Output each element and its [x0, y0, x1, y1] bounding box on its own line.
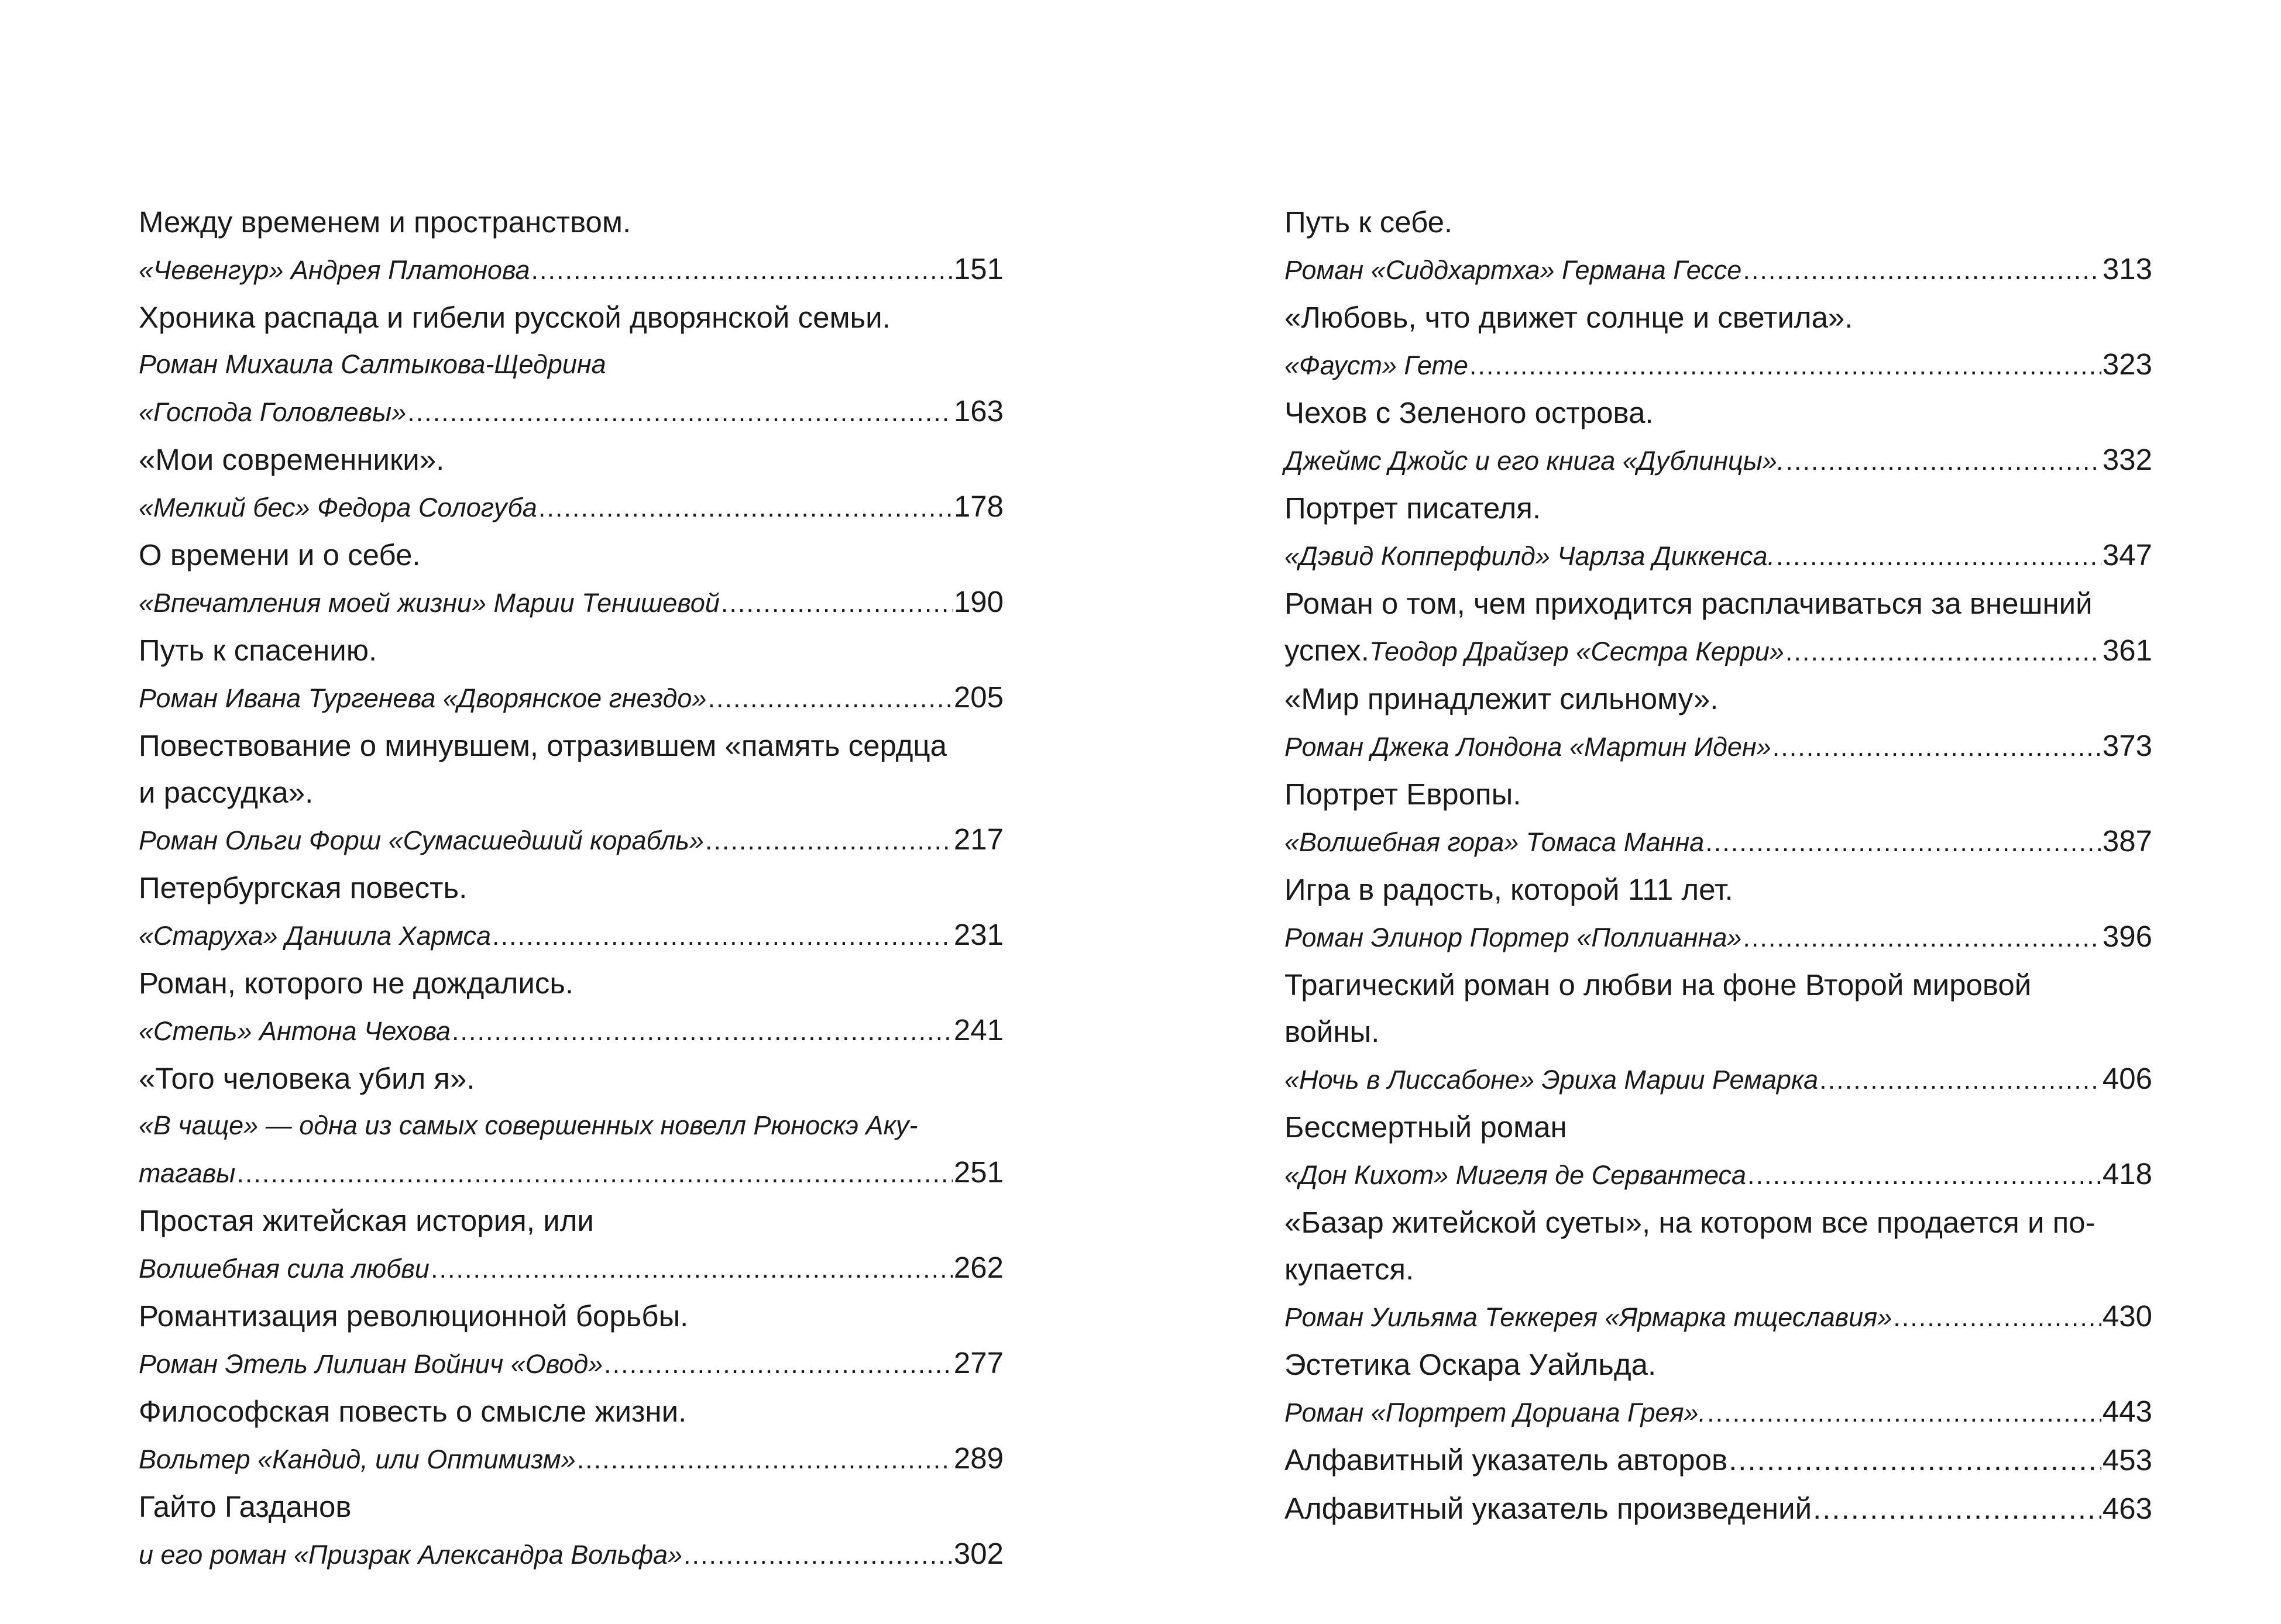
- page-number: 361: [2102, 634, 2152, 667]
- dot-leader: [431, 1245, 953, 1292]
- entry-work-title: Роман Ольги Форш «Сумасшедший корабль»: [139, 825, 704, 855]
- entry-work-title: Волшебная сила любви: [139, 1254, 430, 1284]
- entry-work-title: «Волшебная гора» Томаса Манна: [1284, 827, 1705, 857]
- entry-work-title: Теодор Драйзер «Сестра Керри»: [1369, 636, 1784, 666]
- page-number: 251: [953, 1155, 1004, 1189]
- entry-work-title: «Дэвид Копперфилд» Чарлза Диккенса.: [1284, 541, 1775, 571]
- entry-work-title: Алфавитный указатель авторов: [1284, 1443, 1728, 1477]
- entry-title-line: Чехов с Зеленого острова.: [1284, 396, 1654, 429]
- entry-leader-line: [1284, 532, 2152, 579]
- entry-work-title: «Мелкий бес» Федора Сологуба: [139, 493, 537, 522]
- page-number: 262: [953, 1251, 1004, 1284]
- page-number: 430: [2102, 1299, 2152, 1333]
- entry-title-line: Бессмертный роман: [1284, 1110, 1567, 1144]
- entry-title-line: Повествование о минувшем, отразившем «память сердца: [139, 729, 947, 762]
- dot-leader: [1469, 342, 2101, 389]
- page-number: 277: [953, 1346, 1004, 1379]
- dot-leader: [1743, 914, 2101, 961]
- entry-leader-line: [139, 1007, 1004, 1054]
- dot-leader: [1776, 533, 2101, 580]
- entry-work-title: Вольтер «Кандид, или Оптимизм»: [139, 1444, 576, 1474]
- dot-leader: [1743, 247, 2101, 294]
- entry-title-line: «Базар житейской суеты», на котором все продается и по-: [1284, 1206, 2096, 1239]
- dot-leader: [1813, 1485, 2101, 1532]
- entry-leader-line: [1284, 436, 2152, 483]
- entry-work-title: Роман «Сиддхартха» Германа Гессе: [1284, 255, 1742, 285]
- entry-work-title: «Степь» Антона Чехова: [139, 1016, 451, 1046]
- entry-title-line: Петербургская повесть.: [139, 871, 468, 904]
- page-number: 163: [953, 394, 1004, 428]
- entry-work-title: «Фауст» Гете: [1284, 350, 1468, 380]
- entry-leader-line: [1284, 1437, 2152, 1484]
- entry-title-line: «Мир принадлежит сильному».: [1284, 682, 1719, 715]
- entry-work-title: Роман Этель Лилиан Войнич «Овод»: [139, 1349, 603, 1379]
- entry-title-line: Между временем и пространством.: [139, 205, 631, 239]
- entry-work-title: «Старуха» Даниила Хармса: [139, 921, 491, 951]
- dot-leader: [1785, 628, 2101, 675]
- entry-leader-line: [139, 579, 1004, 625]
- page-number: 190: [953, 585, 1004, 618]
- dot-leader: [721, 580, 953, 627]
- dot-leader: [531, 247, 952, 294]
- entry-leader-line: [139, 1530, 1004, 1577]
- page-number: 178: [953, 490, 1004, 523]
- dot-leader: [705, 817, 953, 864]
- entry-leader-line: [1284, 913, 2152, 960]
- entry-leader-line: [1284, 627, 2152, 674]
- dot-leader: [683, 1532, 953, 1578]
- dot-leader: [492, 913, 953, 959]
- entry-leader-line: [139, 1340, 1004, 1386]
- entry-title-line: Философская повесть о смысле жизни.: [139, 1395, 687, 1428]
- entry-title-line: «Того человека убил я».: [139, 1062, 475, 1095]
- page-number: 443: [2102, 1395, 2152, 1428]
- entry-title-line: Игра в радость, которой 111 лет.: [1284, 873, 1733, 906]
- entry-work-title: Роман Ивана Тургенева «Дворянское гнездо»: [139, 683, 707, 713]
- entry-title-line: Хроника распада и гибели русской дворянской семьи.: [139, 301, 891, 334]
- dot-leader: [1893, 1294, 2101, 1341]
- page-number: 313: [2102, 252, 2152, 285]
- dot-leader: [452, 1008, 953, 1055]
- page-number: 463: [2102, 1492, 2152, 1525]
- entry-leader-line: [1284, 818, 2152, 865]
- entry-title-line: Эстетика Оскара Уайльда.: [1284, 1348, 1657, 1381]
- page-number: 396: [2102, 920, 2152, 953]
- entry-title-line: Путь к себе.: [1284, 205, 1453, 239]
- page-number: 387: [2102, 824, 2152, 858]
- dot-leader: [407, 389, 953, 436]
- entry-work-title: Роман Элинор Портер «Поллианна»: [1284, 923, 1742, 952]
- entry-leader-line: [1284, 1151, 2152, 1198]
- entry-leader-line: [1284, 1485, 2152, 1532]
- dot-leader: [1785, 438, 2101, 484]
- page-number: 289: [953, 1441, 1004, 1475]
- dot-leader: [1705, 819, 2101, 866]
- dot-leader: [236, 1150, 953, 1197]
- entry-title-line: Гайто Газданов: [139, 1490, 352, 1523]
- entry-leader-line: [139, 911, 1004, 958]
- entry-leader-line: [1284, 1055, 2152, 1102]
- entry-leader-line: [139, 1149, 1004, 1196]
- toc-left-column: [139, 0, 1004, 1624]
- entry-title-line: Роман о том, чем приходится расплачиваться за внешний: [1284, 587, 2093, 620]
- entry-title-line: Портрет писателя.: [1284, 491, 1541, 525]
- dot-leader: [604, 1341, 953, 1388]
- entry-title-line: Простая житейская история, или: [139, 1204, 594, 1237]
- page-number: 231: [953, 918, 1004, 951]
- toc-right-column: [1284, 0, 2152, 1624]
- dot-leader: [577, 1436, 953, 1483]
- page-number: 347: [2102, 538, 2152, 572]
- page-number: 241: [953, 1013, 1004, 1047]
- entry-work-title: тагавы: [139, 1158, 236, 1188]
- entry-work-title: Роман «Портрет Дориана Грея».: [1284, 1398, 1706, 1427]
- entry-leader-line: [1284, 1293, 2152, 1340]
- entry-leader-prefix: успех.: [1284, 634, 1369, 667]
- entry-title-line: Путь к спасению.: [139, 634, 377, 667]
- entry-work-title: «Господа Головлевы»: [139, 397, 407, 427]
- entry-leader-line: [139, 246, 1004, 293]
- entry-leader-line: [139, 1244, 1004, 1291]
- page-number: 406: [2102, 1062, 2152, 1095]
- page-number: 151: [953, 252, 1004, 285]
- entry-subtitle-line: «В чаще» — одна из самых совершенных новелл Рюноскэ Аку-: [139, 1110, 918, 1140]
- entry-leader-line: [139, 674, 1004, 721]
- entry-title-line: «Мои современники».: [139, 443, 445, 476]
- page-number: 323: [2102, 347, 2152, 381]
- page-number: 302: [953, 1537, 1004, 1570]
- page-number: 332: [2102, 443, 2152, 476]
- dot-leader: [1747, 1152, 2101, 1199]
- entry-title-line: «Любовь, что движет солнце и светила».: [1284, 301, 1853, 334]
- page-number: 217: [953, 823, 1004, 856]
- page-number: 453: [2102, 1443, 2152, 1477]
- entry-subtitle-line: Роман Михаила Салтыкова-Щедрина: [139, 349, 606, 379]
- entry-work-title: Джеймс Джойс и его книга «Дублинцы».: [1284, 446, 1785, 476]
- entry-leader-line: [139, 1435, 1004, 1482]
- entry-leader-line: [1284, 246, 2152, 293]
- entry-work-title: «Впечатления моей жизни» Марии Тенишевой: [139, 588, 720, 618]
- entry-leader-line: [139, 388, 1004, 435]
- page-number: 373: [2102, 729, 2152, 762]
- entry-leader-line: [1284, 341, 2152, 388]
- entry-work-title: «Ночь в Лиссабоне» Эриха Марии Ремарка: [1284, 1065, 1819, 1095]
- entry-leader-line: [139, 816, 1004, 863]
- entry-title-line: Романтизация революционной борьбы.: [139, 1299, 689, 1333]
- entry-leader-line: [1284, 1388, 2152, 1435]
- entry-title-line: Портрет Европы.: [1284, 777, 1521, 811]
- entry-work-title: и его роман «Призрак Александра Вольфа»: [139, 1540, 683, 1570]
- dot-leader: [538, 484, 953, 531]
- entry-title-line: и рассудка».: [139, 776, 314, 809]
- dot-leader: [1772, 724, 2101, 770]
- dot-leader: [1819, 1057, 2101, 1103]
- entry-work-title: «Дон Кихот» Мигеля де Сервантеса: [1284, 1160, 1747, 1190]
- entry-leader-line: [139, 483, 1004, 530]
- page-number: 418: [2102, 1157, 2152, 1191]
- page-number: 205: [953, 680, 1004, 714]
- entry-title-line: войны.: [1284, 1015, 1380, 1048]
- dot-leader: [1707, 1389, 2101, 1436]
- entry-work-title: Роман Джека Лондона «Мартин Иден»: [1284, 732, 1771, 762]
- entry-title-line: Трагический роман о любви на фоне Второй мировой: [1284, 968, 2032, 1002]
- entry-leader-line: [1284, 722, 2152, 769]
- entry-title-line: купается.: [1284, 1253, 1414, 1286]
- entry-work-title: Роман Уильяма Теккерея «Ярмарка тщеславия»: [1284, 1302, 1892, 1332]
- entry-work-title: «Чевенгур» Андрея Платонова: [139, 255, 530, 285]
- dot-leader: [1729, 1437, 2101, 1484]
- entry-work-title: Алфавитный указатель произведений: [1284, 1492, 1812, 1525]
- entry-title-line: Роман, которого не дождались.: [139, 966, 574, 1000]
- dot-leader: [707, 675, 952, 722]
- entry-title-line: О времени и о себе.: [139, 538, 421, 572]
